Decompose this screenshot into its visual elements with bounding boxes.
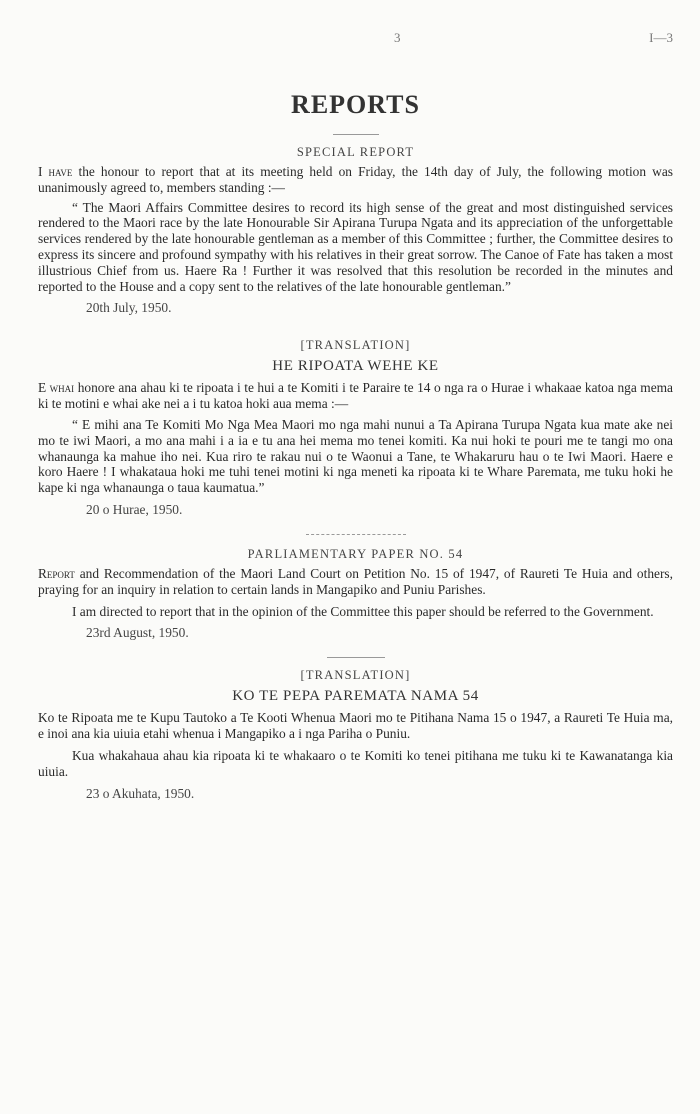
page-header [38, 0, 673, 52]
divider [333, 134, 379, 135]
special-report-heading: SPECIAL REPORT [296, 145, 415, 159]
divider [327, 657, 385, 658]
translation-date: 20 o Hurae, 1950. [86, 501, 183, 517]
special-report-intro [38, 164, 673, 196]
translation-heading: HE RIPOATA WEHE KE [272, 358, 439, 375]
translation-body: Kua whakahaua ahau kia ripoata ki te whakaaro o te Komiti ko tenei pitihana me tuku ki te Kawanatanga kia uiuia. [38, 747, 673, 779]
parliamentary-paper-date: 23rd August, 1950. [86, 625, 189, 641]
parliamentary-paper-body: I am directed to report that in the opinion of the Committee this paper should be referred to the Government. [72, 603, 654, 619]
intro-text: the honour to report that at its meeting held on Friday, the 14th day of July, the following motion was unanimously agreed to, members standing :— [38, 164, 673, 195]
special-report-quote: “ The Maori Affairs Committee desires to record its high sense of the great and most distinguished services rendered to the Maori race by the late Honourable Sir Apirana Turupa Ngata and its appreciation of the unforgettable services rendered by the late honourable gentleman as a member of this Committee ; further, the Committee desires to express its sincere and profound sympathy with his relatives in their great sorrow. The Canoe of Fate has taken a most illustrious Chief from us. Haere Ra ! Further it was resolved that this resolution be recorded in the minutes and reported to the House and a copy sent to the relatives of the late honourable gentleman.” [38, 199, 673, 294]
intro-lead: I have [38, 164, 73, 179]
translation-date: 23 o Akuhata, 1950. [86, 785, 195, 801]
translation-label: [TRANSLATION] [300, 338, 411, 353]
intro-text: honore ana ahau ki te ripoata i te hui a te Komiti i te Paraire te 14 o nga ra o Hurae i whakaae katoa nga mema ki te motini e whai ake nei a i tu katoa hoki aua mema :— [38, 380, 673, 412]
intro-lead: E whai [38, 380, 75, 396]
page-number: 3 [394, 30, 401, 45]
parliamentary-paper-intro [38, 566, 673, 598]
special-report-date: 20th July, 1950. [86, 300, 172, 316]
translation-intro [38, 380, 673, 412]
translation-label: [TRANSLATION] [300, 668, 411, 683]
translation-intro: Ko te Ripoata me te Kupu Tautoko a Te Kooti Whenua Maori mo te Pitihana Nama 15 o 1947, a Raureti Te Huia ma, e inoi ana kia uiuia etahi whenua i Mangapiko a i nga Pariha o Puniu. [38, 710, 673, 742]
divider [306, 534, 406, 535]
translation-heading: KO TE PEPA PAREMATA NAMA 54 [232, 688, 479, 705]
parliamentary-paper-heading: PARLIAMENTARY PAPER NO. 54 [247, 546, 464, 561]
document-reference: I—3 [649, 30, 673, 45]
translation-quote: “ E mihi ana Te Komiti Mo Nga Mea Maori mo nga mahi nunui a Ta Apirana Turupa Ngata kua mate ake nei mo te iwi Maori, a mo ana mahi i a ia e tu ana hei mema mo tenei komiti. Ka nui hoki te pouri me te tangi mo ona whanaunga ka mahue iho nei. Kua riro te rakau nui o te Waonui a Tane, te Whakaruru hau o te Iwi Maori. Haere e koro Haere ! I whakataua hoki me tuhi tenei motini ki nga meneti ka ripoata ki te Whare Paremata, me tuku hoki he kape ki nga whanaunga o taua kaumatua.” [38, 416, 673, 496]
intro-text: and Recommendation of the Maori Land Court on Petition No. 15 of 1947, of Raureti Te Huia and others, praying for an inquiry in relation to certain lands in Mangapiko and Puniu Parishes. [38, 565, 673, 597]
intro-lead: Report [38, 565, 75, 581]
page-title: REPORTS [291, 90, 420, 119]
